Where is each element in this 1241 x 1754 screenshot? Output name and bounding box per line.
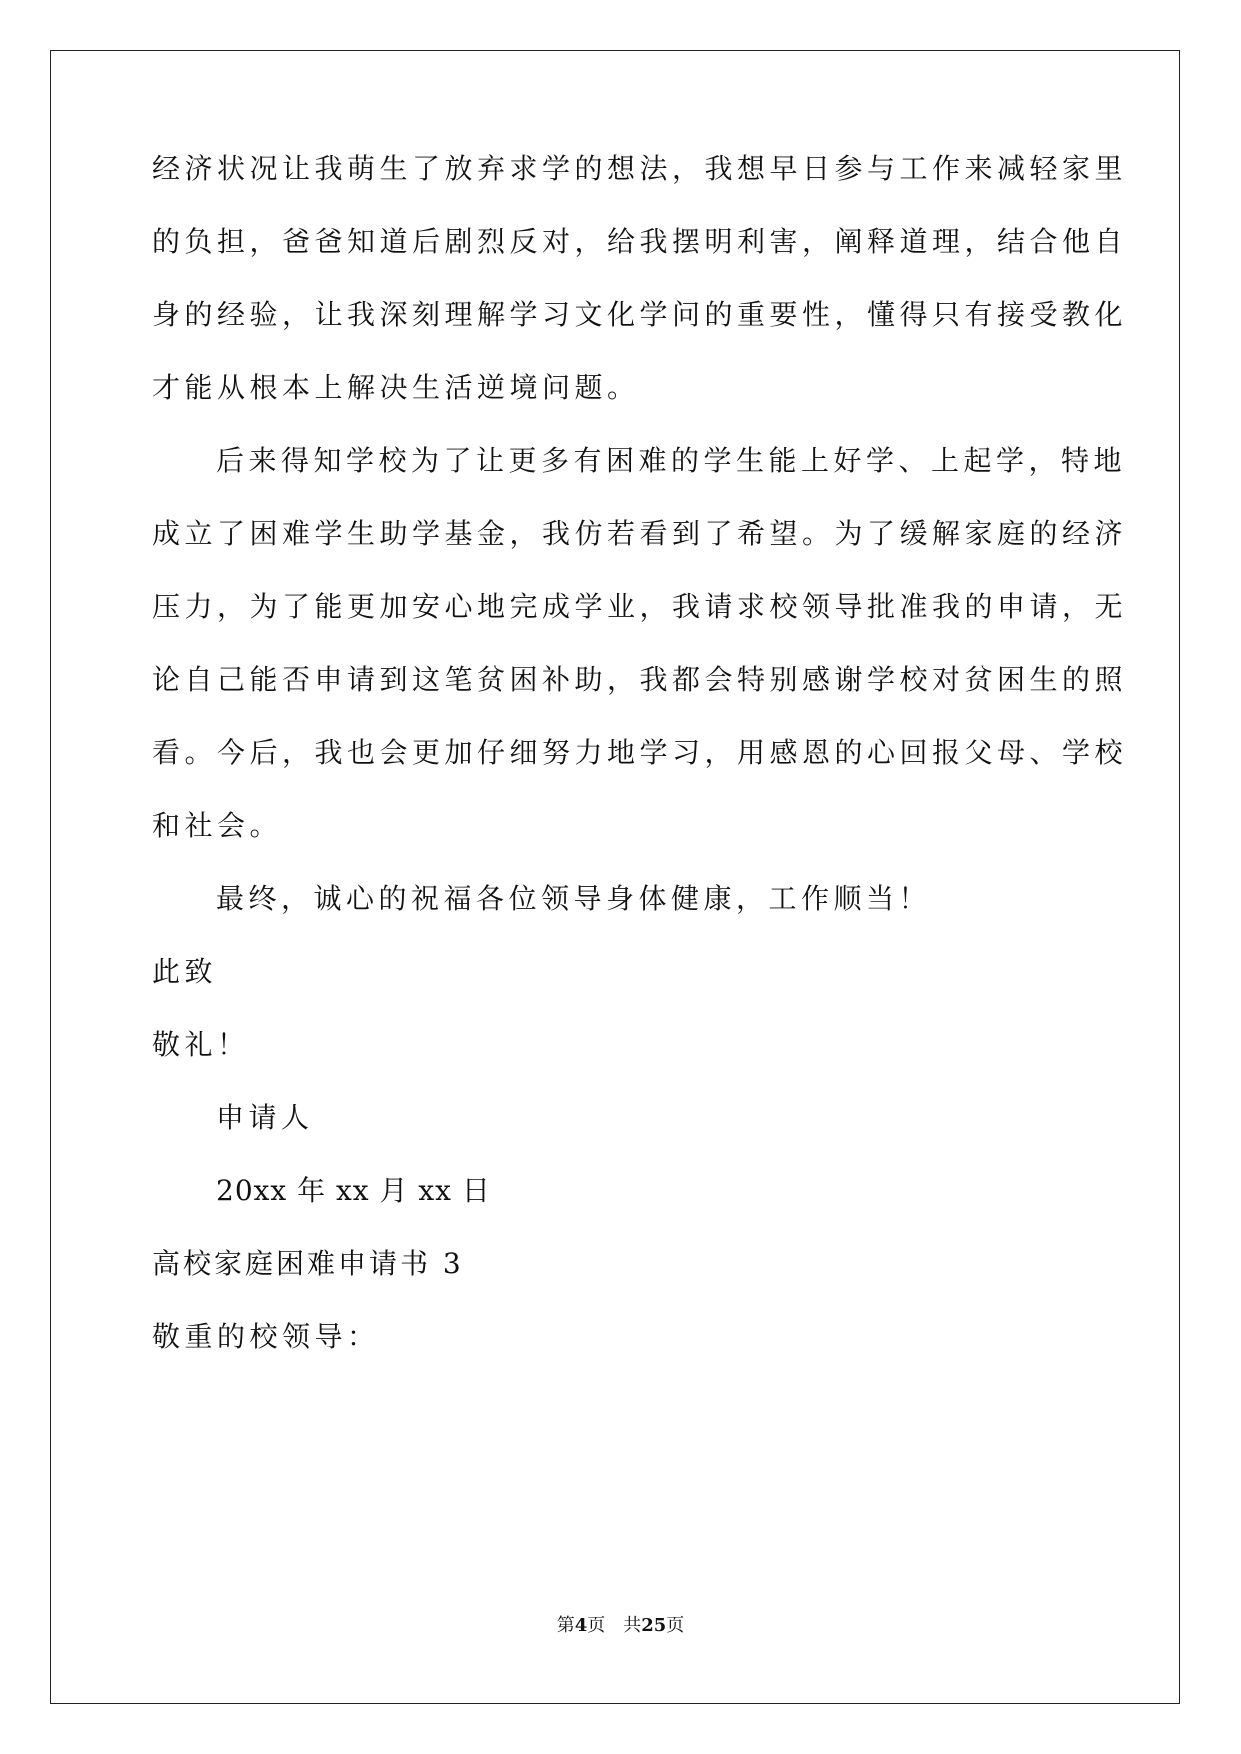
text-line: 身的经验，让我深刻理解学习文化学问的重要性，懂得只有接受教化 — [152, 298, 1128, 331]
salutation-line-2: 敬礼！ — [152, 1028, 250, 1061]
text-line: 看。今后，我也会更加仔细努力地学习，用感恩的心回报父母、学校 — [152, 736, 1128, 769]
closing-wish: 最终，诚心的祝福各位领导身体健康，工作顺当！ — [216, 882, 932, 915]
text-line: 论自己能否申请到这笔贫困补助，我都会特别感谢学校对贫困生的照 — [152, 663, 1128, 696]
text-line: 才能从根本上解决生活逆境问题。 — [152, 371, 640, 404]
text-line: 经济状况让我萌生了放弃求学的想法，我想早日参与工作来减轻家里 — [152, 152, 1128, 185]
section-title: 高校家庭困难申请书 3 — [152, 1247, 464, 1280]
current-page-number: 4 — [574, 1615, 588, 1636]
greeting: 敬重的校领导： — [152, 1320, 380, 1353]
text-line: 和社会。 — [152, 809, 283, 842]
page-footer — [0, 1615, 1241, 1637]
footer-prefix: 第 — [556, 1615, 575, 1636]
text-line: 压力，为了能更加安心地完成学业，我请求校领导批准我的申请，无 — [152, 590, 1128, 623]
text-line: 的负担，爸爸知道后剧烈反对，给我摆明利害，阐释道理，结合他自 — [152, 225, 1128, 258]
signature: 申请人 — [216, 1101, 314, 1134]
date: 20xx 年 xx 月 xx 日 — [216, 1174, 491, 1207]
total-pages-number: 25 — [641, 1615, 667, 1636]
salutation-line-1: 此致 — [152, 955, 218, 988]
footer-suffix: 页 — [666, 1615, 685, 1636]
text-line: 后来得知学校为了让更多有困难的学生能上好学、上起学，特地 — [216, 444, 1127, 477]
footer-mid: 页 共 — [587, 1615, 642, 1636]
text-line: 成立了困难学生助学基金，我仿若看到了希望。为了缓解家庭的经济 — [152, 517, 1128, 550]
